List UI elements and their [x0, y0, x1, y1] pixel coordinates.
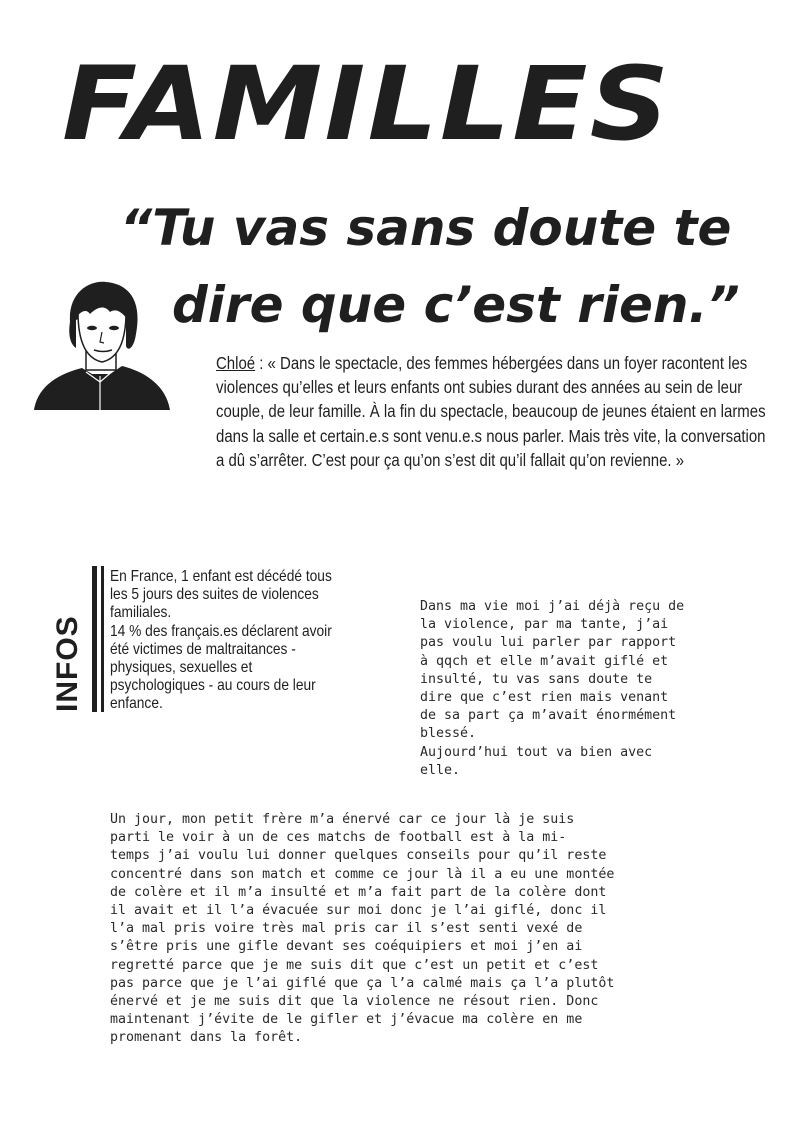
- right-column-text: Dans ma vie moi j’ai déjà reçu de la violence, par ma tante, j’ai pas voulu lui parler par rapport à qqch et elle m’avait giflé et insulté, tu vas sans doute te dire que c’est rien mais venant de sa part ça m’avait énormément blessé. Aujourd’hui tout va bien avec elle.: [420, 599, 685, 778]
- testimony-name: Chloé: [216, 353, 256, 373]
- pull-quote: [120, 190, 780, 344]
- infos-fact-2: 14 % des français.es déclarent avoir été victimes de maltraitances - physiques, sexuelles et psychologiques - au cours de leur enfance.: [110, 622, 332, 713]
- infos-label: INFOS: [51, 615, 84, 712]
- infos-text: [110, 568, 342, 714]
- infos-fact-1: En France, 1 enfant est décédé tous les 5 jours des suites de violences familiales.: [110, 568, 332, 622]
- infos-divider: [92, 566, 97, 712]
- page-title: FAMILLES: [62, 45, 672, 164]
- testimony-text: : « Dans le spectacle, des femmes hébergées dans un foyer racontent les violences qu’elles et leurs enfants ont subies durant des années au sein de leur couple, de leur famille. À la fin du spectacle, beaucoup de jeunes étaient en larmes dans la salle et certain.e.s sont venu.e.s nous parler. Mais très vite, la conversation a dû s’arrêter. C’est pour ça qu’on s’est dit qu’il fallait qu’on revienne. »: [216, 353, 766, 470]
- portrait-drawing-icon: [30, 278, 172, 414]
- testimony-paragraph: [216, 351, 775, 472]
- infos-divider: [101, 566, 104, 712]
- bottom-story-text: Un jour, mon petit frère m’a énervé car ce jour là je suis parti le voir à un de ces matchs de football est à la mi- temps j’ai voulu lui donner quelques conseils pour qu’il reste concentré dans son match et comme ce jour là il a eu une montée de colère et il m’a insulté et m’a fait part de la colère dont il avait et il l’a évacuée sur moi donc je l’ai giflé, donc il l’a mal pris voire très mal pris car il s’est senti vexé de s’être pris une gifle devant ses coéquipiers et moi j’en ai regretté parce que je me suis dit que c’est un petit et c’est pas parce que je l’ai giflé que ça l’a calmé mais ça l’a plutôt énervé et je me suis dit que la violence ne résout rien. Donc maintenant j’évite de le gifler et j’évacue ma colère en me promenant dans la forêt.: [110, 812, 615, 1046]
- quote-line-1: “Tu vas sans doute te: [120, 199, 732, 257]
- quote-line-2: dire que c’est rien.”: [172, 276, 740, 334]
